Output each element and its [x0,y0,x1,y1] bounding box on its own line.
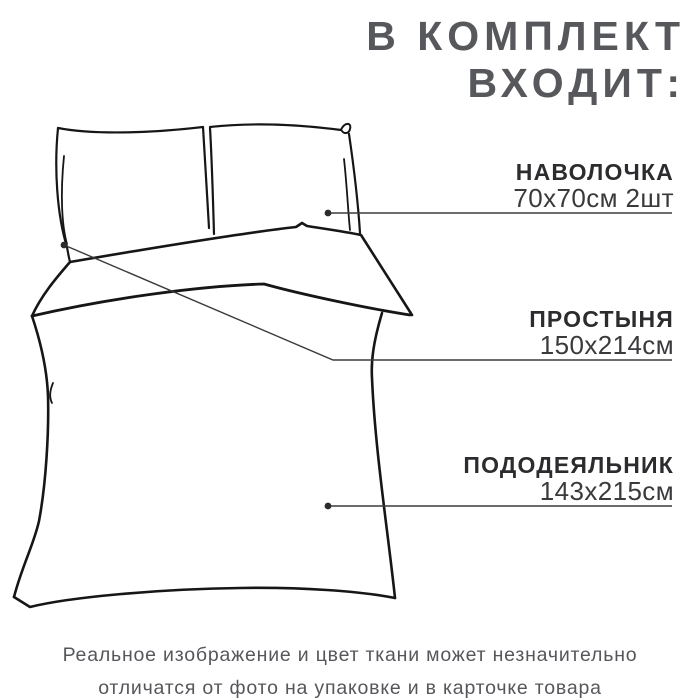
pillow-left [58,127,203,132]
callout-label-duvet-cover [463,452,674,505]
disclaimer-line-1: Реальное изображение и цвет ткани может незначительно [62,644,638,666]
pillow-right-left-edge [210,128,214,234]
callout-dot-pillowcase [325,210,332,217]
pillow-right-top [210,124,341,130]
disclaimer-line-2: отличатся от фото на упаковке и в карточке товара [98,677,602,699]
callout-dot-sheet [61,242,68,249]
duvet-bottom-edge [14,588,395,607]
pillowcase-label: НАВОЛОЧКА [515,159,674,185]
page-title-line-1: В КОМПЛЕКТ [366,13,685,59]
pillow-right-edge [349,134,360,233]
callout-label-pillowcase [513,159,674,212]
disclaimer [0,639,700,700]
duvet-fold-detail [50,383,53,403]
sheet-label: ПРОСТЫНЯ [529,306,674,332]
page-title [366,13,685,107]
callout-label-sheet [529,306,674,359]
pillow-right-gusset [344,159,350,230]
callout-dots [61,210,332,510]
callout-dot-duvet [325,503,332,510]
duvet-cover-size: 143х215см [539,476,674,506]
pillow-left-right-edge [203,127,209,228]
duvet-top-edge [32,284,410,316]
sheet-size: 150х214см [539,330,674,360]
duvet-cover-label: ПОДОДЕЯЛЬНИК [463,452,674,478]
page-title-line-2: ВХОДИТ: [467,60,685,106]
duvet-left-edge [14,316,48,597]
duvet-right-edge [372,313,395,598]
bed-line-art [14,124,412,607]
pillow-right-curl [341,124,350,133]
pillowcase-size: 70х70см 2шт [513,183,674,213]
